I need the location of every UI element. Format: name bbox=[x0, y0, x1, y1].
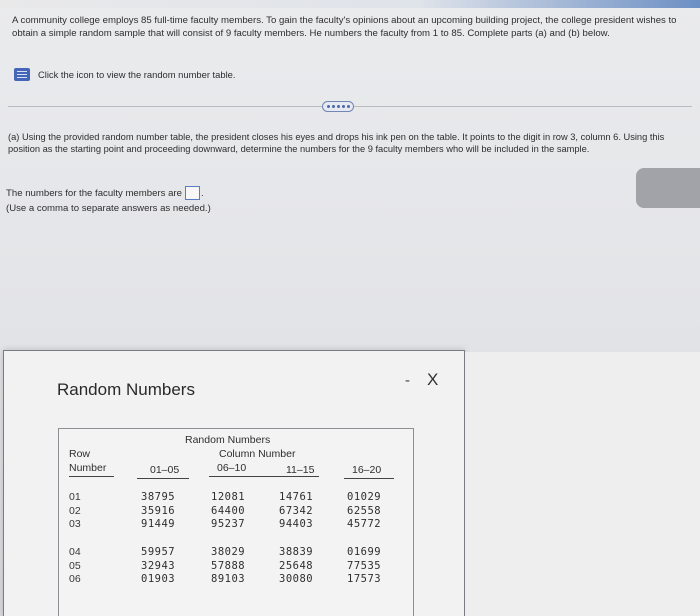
column-header: 16–20 bbox=[352, 464, 382, 476]
scroll-handle[interactable] bbox=[636, 168, 700, 208]
table-hint-label: Click the icon to view the random number table. bbox=[38, 68, 236, 80]
answer-input[interactable] bbox=[185, 186, 200, 200]
page-background-right bbox=[465, 352, 700, 616]
column-underline bbox=[137, 478, 189, 479]
random-number-cell: 67342 bbox=[279, 504, 314, 517]
random-number-cell: 77535 bbox=[347, 559, 382, 572]
random-number-cell: 38029 bbox=[211, 546, 246, 558]
random-number-cell: 01699 bbox=[347, 546, 382, 558]
minimize-button[interactable]: - bbox=[405, 372, 410, 389]
column-number-header: Column Number bbox=[219, 448, 296, 460]
column-underline bbox=[344, 478, 394, 479]
row-id: 04 bbox=[69, 546, 81, 558]
number-header: Number bbox=[69, 462, 107, 474]
column-header: 11–15 bbox=[286, 464, 315, 476]
random-number-cell: 95237 bbox=[211, 518, 246, 530]
random-number-cell: 25648 bbox=[279, 559, 314, 572]
answer-prefix: The numbers for the faculty members are bbox=[6, 187, 182, 199]
random-number-cell: 59957 bbox=[141, 546, 176, 558]
random-number-cell: 32943 bbox=[141, 559, 176, 572]
random-number-cell: 38839 bbox=[279, 546, 314, 558]
random-number-cell: 94403 bbox=[279, 518, 314, 530]
random-number-table bbox=[58, 428, 414, 616]
dot-icon bbox=[337, 105, 340, 108]
random-number-cell: 14761 bbox=[279, 491, 314, 503]
answer-format-note: (Use a comma to separate answers as needed.) bbox=[6, 203, 211, 214]
random-number-cell: 64400 bbox=[211, 504, 246, 517]
random-number-cell: 89103 bbox=[211, 573, 246, 585]
random-number-cell: 35916 bbox=[141, 504, 176, 517]
random-number-cell: 12081 bbox=[211, 491, 246, 503]
dialog-title: Random Numbers bbox=[57, 380, 195, 399]
number-header-underline bbox=[69, 476, 114, 477]
random-number-cell: 01903 bbox=[141, 573, 176, 585]
random-number-cell: 45772 bbox=[347, 518, 382, 530]
random-number-cell: 57888 bbox=[211, 559, 246, 572]
random-number-cell: 17573 bbox=[347, 573, 382, 585]
table-icon[interactable] bbox=[14, 68, 30, 81]
dot-icon bbox=[347, 105, 350, 108]
random-number-cell: 62558 bbox=[347, 504, 382, 517]
row-id: 02 bbox=[69, 504, 81, 517]
dot-icon bbox=[327, 105, 330, 108]
answer-suffix: . bbox=[200, 187, 204, 199]
row-id: 01 bbox=[69, 491, 81, 503]
answer-row bbox=[6, 185, 204, 201]
dot-icon bbox=[332, 105, 335, 108]
random-number-cell: 91449 bbox=[141, 518, 176, 530]
more-dots-button[interactable] bbox=[322, 101, 354, 112]
column-header: 06–10 bbox=[217, 462, 247, 474]
row-id: 03 bbox=[69, 518, 81, 530]
column-underline bbox=[209, 476, 319, 477]
row-id: 05 bbox=[69, 559, 81, 572]
part-a-question: (a) Using the provided random number table, the president closes his eyes and drops his ink pen on the table. It points to the digit in row 3, column 6. Using this position as the starting point and proceeding downward, determine the numbers for the 9 faculty members who will be included in the sample. bbox=[8, 132, 665, 155]
table-hint-row bbox=[14, 66, 236, 82]
random-number-cell: 30080 bbox=[279, 573, 314, 585]
column-header: 01–05 bbox=[150, 464, 180, 476]
dot-icon bbox=[342, 105, 345, 108]
row-header: Row bbox=[69, 448, 91, 460]
table-caption: Random Numbers bbox=[185, 434, 271, 446]
row-id: 06 bbox=[69, 573, 81, 585]
random-number-cell: 38795 bbox=[141, 491, 176, 503]
top-progress-strip bbox=[0, 0, 700, 8]
random-number-cell: 01029 bbox=[347, 491, 382, 503]
close-button[interactable]: X bbox=[427, 370, 439, 389]
problem-statement: A community college employs 85 full-time faculty members. To gain the faculty's opinions about an upcoming building project, the college president wishes to obtain a simple random sample that will consist of 9 faculty members. He numbers the faculty from 1 to 85. Complete parts (a) and (b) below. bbox=[12, 15, 677, 39]
